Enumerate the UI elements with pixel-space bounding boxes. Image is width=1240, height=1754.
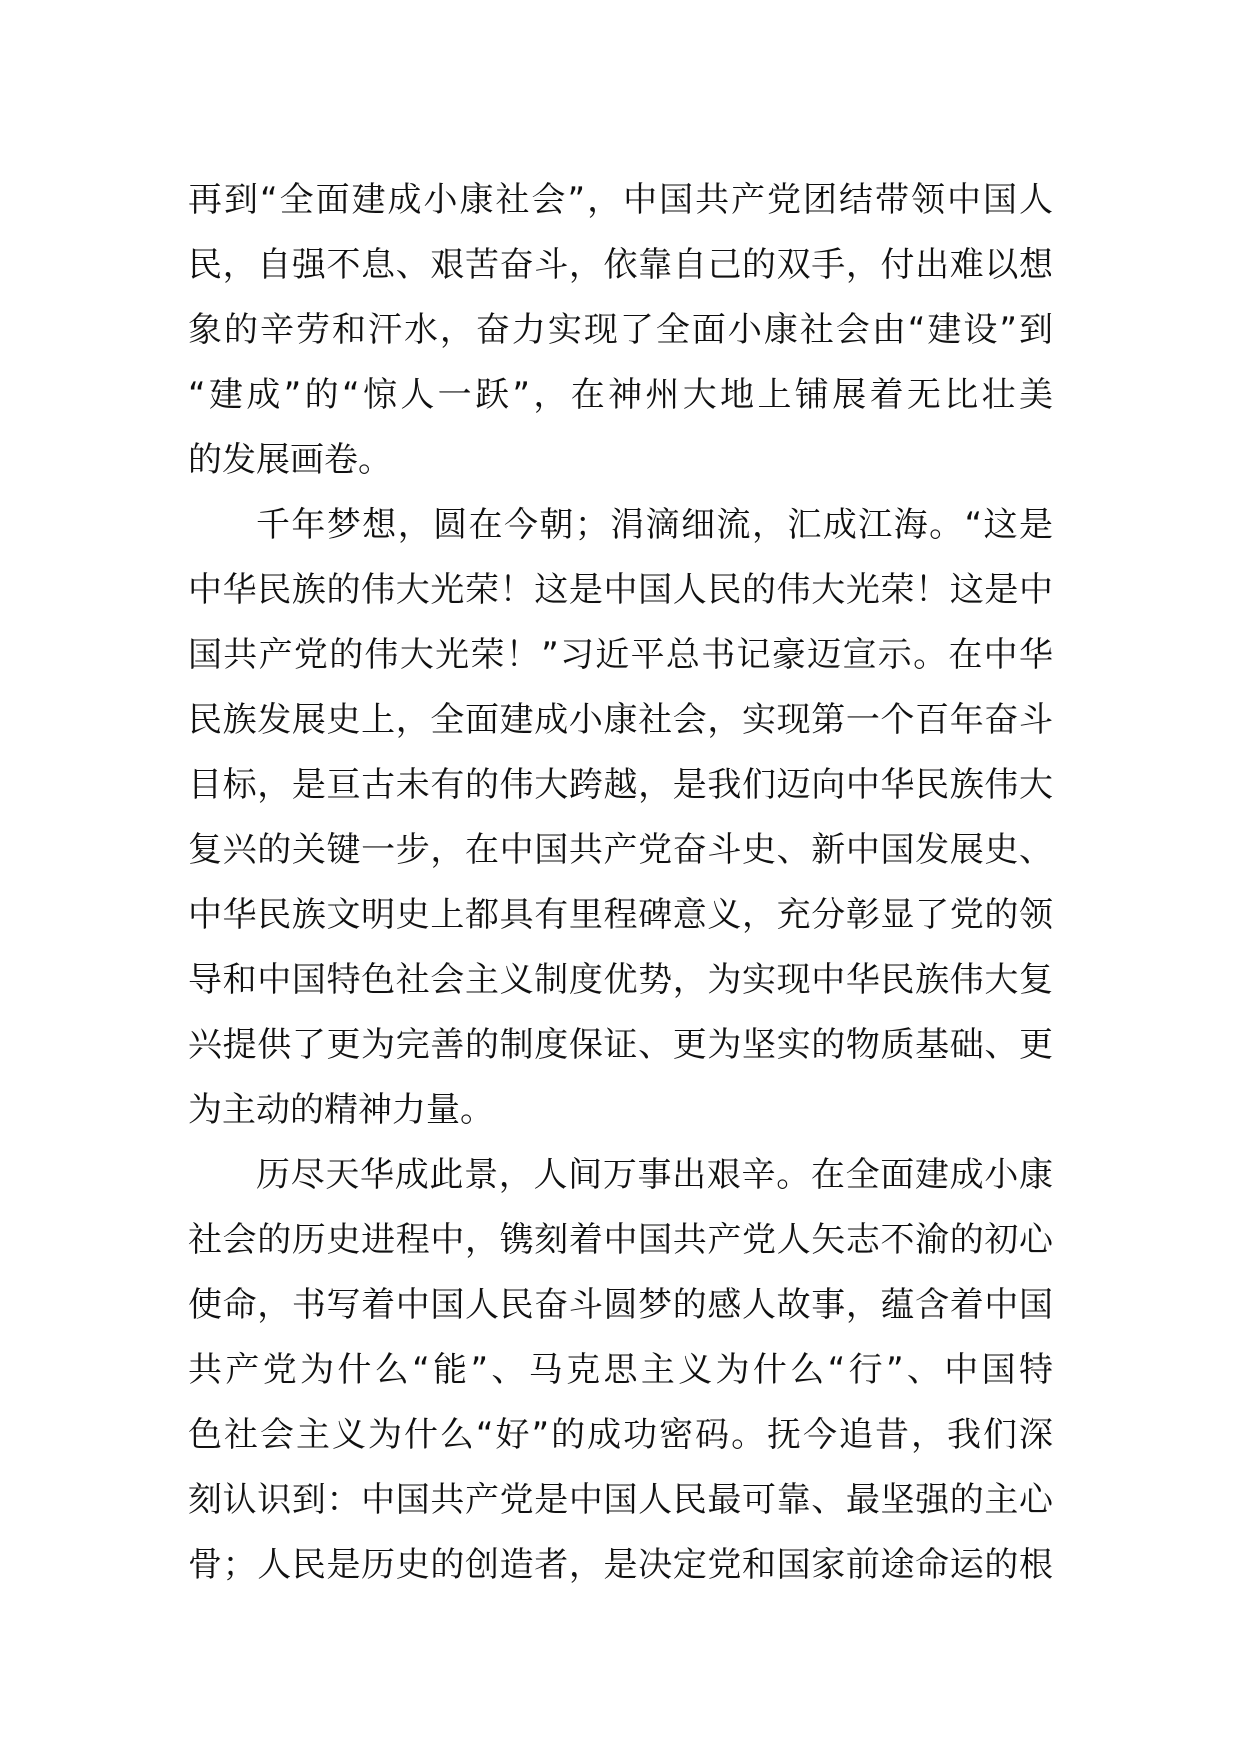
paragraph-1-line-2: 民，自强不息、艰苦奋斗，依靠自己的双手，付出难以想 [188, 245, 1053, 285]
paragraph-2-line-1: 千年梦想，圆在今朝；涓滴细流，汇成江海。“这是 [256, 505, 1053, 545]
paragraph-1-line-4: “建成”的“惊人一跃”，在神州大地上铺展着无比壮美 [188, 375, 1053, 415]
paragraph-2-line-2: 中华民族的伟大光荣！这是中国人民的伟大光荣！这是中 [188, 570, 1053, 610]
paragraph-3-line-5: 色社会主义为什么“好”的成功密码。抚今追昔，我们深 [188, 1415, 1053, 1455]
paragraph-1-line-3: 象的辛劳和汗水，奋力实现了全面小康社会由“建设”到 [188, 310, 1053, 350]
paragraph-3-line-4: 共产党为什么“能”、马克思主义为什么“行”、中国特 [188, 1350, 1053, 1390]
paragraph-3-line-1: 历尽天华成此景，人间万事出艰辛。在全面建成小康 [256, 1155, 1053, 1195]
paragraph-2-line-3: 国共产党的伟大光荣！”习近平总书记豪迈宣示。在中华 [188, 635, 1053, 675]
paragraph-1-line-1: 再到“全面建成小康社会”，中国共产党团结带领中国人 [188, 180, 1053, 220]
paragraph-3-line-7: 骨；人民是历史的创造者，是决定党和国家前途命运的根 [188, 1545, 1053, 1585]
paragraph-3-line-2: 社会的历史进程中，镌刻着中国共产党人矢志不渝的初心 [188, 1220, 1053, 1260]
document-body [188, 168, 1053, 1598]
paragraph-2-line-9: 兴提供了更为完善的制度保证、更为坚实的物质基础、更 [188, 1025, 1053, 1065]
paragraph-2-line-10: 为主动的精神力量。 [188, 1090, 494, 1130]
paragraph-2-line-5: 目标，是亘古未有的伟大跨越，是我们迈向中华民族伟大 [188, 765, 1053, 805]
paragraph-3-line-3: 使命，书写着中国人民奋斗圆梦的感人故事，蕴含着中国 [188, 1285, 1053, 1325]
paragraph-3-line-6: 刻认识到：中国共产党是中国人民最可靠、最坚强的主心 [188, 1480, 1053, 1520]
paragraph-1-line-5: 的发展画卷。 [188, 440, 392, 480]
paragraph-2-line-6: 复兴的关键一步，在中国共产党奋斗史、新中国发展史、 [188, 830, 1053, 870]
paragraph-2-line-4: 民族发展史上，全面建成小康社会，实现第一个百年奋斗 [188, 700, 1053, 740]
paragraph-2-line-8: 导和中国特色社会主义制度优势，为实现中华民族伟大复 [188, 960, 1053, 1000]
paragraph-2-line-7: 中华民族文明史上都具有里程碑意义，充分彰显了党的领 [188, 895, 1053, 935]
